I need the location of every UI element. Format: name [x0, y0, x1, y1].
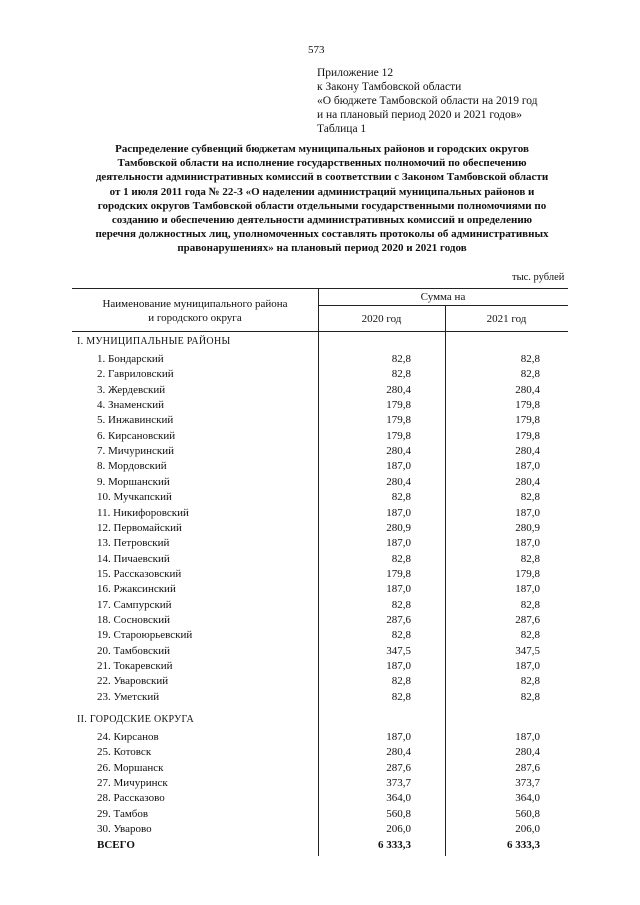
row-name: 23. Уметский: [97, 690, 160, 703]
row-value-2020: 82,8: [391, 353, 411, 365]
total-label: ВСЕГО: [97, 839, 135, 851]
row-value-2020: 206,0: [386, 823, 411, 836]
title-line: созданию и обеспечению деятельности административных комиссий и определению: [111, 214, 533, 227]
row-value-2021: 179,8: [515, 414, 540, 427]
row-name: 27. Мичуринск: [97, 777, 168, 790]
row-name: 11. Никифоровский: [97, 506, 189, 519]
row-name: 24. Кирсанов: [97, 731, 159, 743]
row-name: 15. Рассказовский: [97, 567, 182, 580]
table-row: [0, 368, 640, 383]
row-value-2020: 82,8: [391, 552, 411, 565]
row-value-2020: 364,0: [386, 792, 411, 805]
appendix-line: Приложение 12: [317, 67, 394, 79]
row-value-2021: 347,5: [515, 644, 540, 657]
appendix-line: и на плановый период 2020 и 2021 годов»: [317, 109, 522, 121]
row-value-2020: 187,0: [386, 731, 411, 743]
row-value-2021: 187,0: [515, 583, 540, 596]
row-value-2021: 187,0: [515, 537, 540, 550]
table-row: [0, 522, 640, 537]
section-header: II. ГОРОДСКИЕ ОКРУГА: [77, 714, 195, 725]
row-name: 25. Котовск: [97, 746, 152, 759]
table-row: [0, 537, 640, 552]
table-row: [0, 792, 640, 807]
title-line: городских округов Тамбовской области отдельными государственными полномочиями по: [97, 199, 547, 212]
row-value-2020: 187,0: [386, 660, 411, 672]
row-name: 4. Знаменский: [97, 399, 165, 412]
row-value-2021: 82,8: [520, 629, 540, 642]
row-value-2021: 179,8: [515, 429, 540, 442]
row-name: 21. Токаревский: [97, 660, 173, 672]
table-row: [0, 675, 640, 690]
row-value-2021: 82,8: [520, 552, 540, 565]
title-line: Распределение субвенций бюджетам муниципальных районов и городских округов: [115, 143, 529, 155]
table-row: [0, 568, 640, 583]
row-value-2020: 187,0: [386, 537, 411, 550]
row-name: 2. Гавриловский: [97, 368, 174, 381]
column-header-2020: 2020 год: [361, 313, 402, 325]
row-value-2020: 82,8: [391, 598, 411, 611]
row-name: 19. Староюрьевский: [97, 629, 193, 642]
table-row: [0, 599, 640, 614]
row-value-2020: 179,8: [386, 429, 411, 442]
row-name: 14. Пичаевский: [97, 552, 170, 565]
units-label: тыс. рублей: [512, 272, 565, 283]
row-value-2020: 187,0: [386, 506, 411, 519]
row-value-2021: 82,8: [520, 598, 540, 611]
row-name: 29. Тамбов: [97, 807, 149, 820]
column-header-2021: 2021 год: [486, 313, 527, 325]
table-row: [0, 353, 640, 368]
table-row: [0, 629, 640, 644]
row-value-2021: 187,0: [515, 460, 540, 473]
section-header: I. МУНИЦИПАЛЬНЫЕ РАЙОНЫ: [77, 336, 231, 347]
header-sub-rule: [318, 305, 568, 306]
appendix-header: [317, 66, 538, 136]
table-row: [0, 823, 640, 838]
row-name: 10. Мучкапский: [97, 491, 172, 504]
table-row: [0, 583, 640, 598]
table-row: [0, 491, 640, 506]
header-bottom-rule: [72, 331, 568, 332]
row-value-2020: 347,5: [386, 644, 411, 657]
row-value-2021: 187,0: [515, 660, 540, 672]
row-value-2021: 364,0: [515, 792, 540, 805]
row-name: 6. Кирсановский: [97, 429, 176, 442]
row-value-2021: 82,8: [520, 353, 540, 365]
table-row: [0, 507, 640, 522]
table-row: [0, 660, 640, 675]
title-line: перечня должностных лиц, уполномоченных составлять протоколы об административных: [95, 228, 549, 241]
row-value-2020: 82,8: [391, 629, 411, 642]
appendix-line: «О бюджете Тамбовской области на 2019 год: [317, 95, 538, 107]
table-row: [0, 614, 640, 629]
table-row: [0, 808, 640, 823]
row-name: 30. Уварово: [97, 823, 152, 836]
row-name: 20. Тамбовский: [97, 644, 171, 657]
row-value-2021: 280,4: [515, 445, 540, 458]
row-value-2020: 179,8: [386, 567, 411, 580]
row-name: 1. Бондарский: [97, 353, 164, 365]
row-name: 18. Сосновский: [97, 613, 171, 626]
table-row-total: [0, 839, 640, 854]
document-title: [62, 142, 582, 256]
appendix-line: Таблица 1: [317, 123, 367, 135]
row-value-2020: 82,8: [391, 368, 411, 381]
row-value-2020: 187,0: [386, 460, 411, 473]
table-row: [0, 777, 640, 792]
row-value-2020: 179,8: [386, 414, 411, 427]
row-value-2020: 373,7: [386, 777, 411, 790]
row-value-2020: 280,4: [386, 383, 411, 396]
row-name: 16. Ржаксинский: [97, 583, 176, 596]
row-value-2020: 280,4: [386, 445, 411, 458]
row-value-2020: 280,9: [386, 521, 411, 534]
row-value-2020: 187,0: [386, 583, 411, 596]
row-name: 7. Мичуринский: [97, 445, 174, 458]
row-value-2020: 179,8: [386, 399, 411, 412]
title-line: правонарушениях» на плановый период 2020 и 2021 годов: [177, 242, 467, 255]
table-row: [0, 731, 640, 746]
page-number: 573: [308, 44, 325, 56]
row-name: 22. Уваровский: [97, 675, 169, 688]
table-row: [0, 414, 640, 429]
title-line: деятельности административных комиссий в соответствии с Законом Тамбовской области: [95, 171, 549, 184]
row-value-2021: 280,4: [515, 475, 540, 488]
table-row: [0, 762, 640, 777]
row-name: 12. Первомайский: [97, 521, 182, 534]
table-row: [0, 645, 640, 660]
table-row: [0, 746, 640, 761]
row-value-2020: 560,8: [386, 807, 411, 820]
row-name: 3. Жердевский: [97, 383, 166, 396]
row-value-2020: 287,6: [386, 761, 411, 774]
row-value-2021: 206,0: [515, 823, 540, 836]
table-row: [0, 460, 640, 475]
column-header-sum: Сумма на: [420, 291, 466, 303]
row-name: 9. Моршанский: [97, 475, 170, 488]
table-row: [0, 384, 640, 399]
row-value-2021: 82,8: [520, 690, 540, 703]
row-value-2021: 280,4: [515, 746, 540, 759]
row-value-2021: 287,6: [515, 613, 540, 626]
row-value-2021: 187,0: [515, 731, 540, 743]
table-row: [0, 430, 640, 445]
table-row: [0, 445, 640, 460]
row-value-2020: 82,8: [391, 690, 411, 703]
row-value-2021: 179,8: [515, 567, 540, 580]
row-name: 8. Мордовский: [97, 460, 167, 473]
table-row: [0, 399, 640, 414]
row-value-2021: 373,7: [515, 777, 540, 790]
appendix-line: к Закону Тамбовской области: [317, 81, 462, 93]
row-value-2021: 187,0: [515, 506, 540, 519]
row-value-2020: 280,4: [386, 746, 411, 759]
row-value-2021: 560,8: [515, 807, 540, 820]
total-2020: 6 333,3: [378, 839, 411, 851]
row-name: 5. Инжавинский: [97, 414, 174, 427]
row-name: 13. Петровский: [97, 537, 170, 550]
row-value-2021: 280,9: [515, 521, 540, 534]
title-line: Тамбовской области на исполнение государственных полномочий по обеспечению: [117, 157, 527, 170]
total-2021: 6 333,3: [507, 839, 540, 851]
row-value-2020: 82,8: [391, 491, 411, 504]
row-name: 17. Сампурский: [97, 598, 172, 611]
row-value-2021: 82,8: [520, 491, 540, 504]
row-value-2021: 280,4: [515, 383, 540, 396]
row-value-2021: 287,6: [515, 761, 540, 774]
row-name: 26. Моршанск: [97, 761, 164, 774]
row-value-2021: 179,8: [515, 399, 540, 412]
title-line: от 1 июля 2011 года № 22-З «О наделении администраций муниципальных районов и: [109, 185, 535, 198]
row-value-2020: 280,4: [386, 475, 411, 488]
row-value-2021: 82,8: [520, 368, 540, 381]
row-value-2021: 82,8: [520, 675, 540, 688]
row-value-2020: 82,8: [391, 675, 411, 688]
row-name: 28. Рассказово: [97, 792, 165, 805]
table-row: [0, 553, 640, 568]
table-top-rule: [72, 288, 568, 289]
row-value-2020: 287,6: [386, 613, 411, 626]
table-row: [0, 476, 640, 491]
column-header-name: Наименование муниципального района и городского округа: [102, 298, 288, 324]
table-row: [0, 691, 640, 706]
